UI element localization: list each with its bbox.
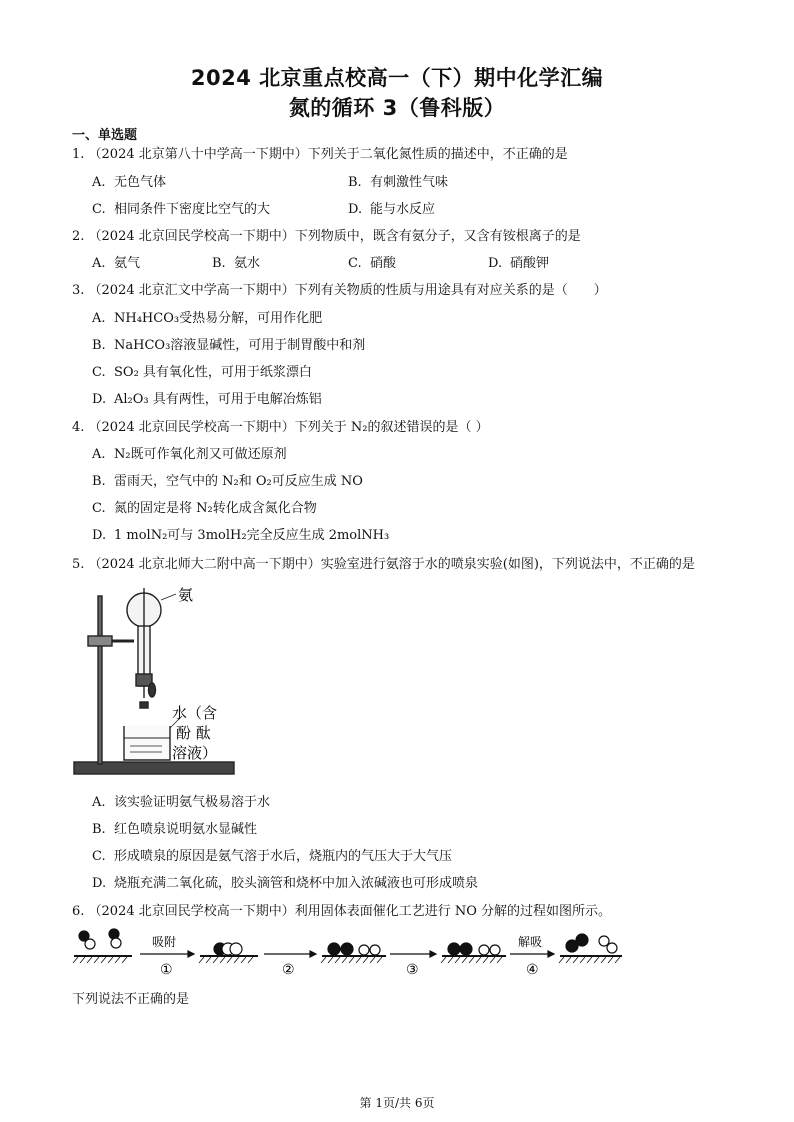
label-step-2: ② [282,962,295,978]
surface-4 [441,956,506,963]
question-5-option-c: C. 形成喷泉的原因是氨气溶于水后，烧瓶内的气压大于大气压 [92,849,453,864]
label-desorb: 解吸 [518,935,543,949]
document-title-line1: 2024 北京重点校高一（下）期中化学汇编 [190,66,604,90]
surface-5 [559,956,622,963]
section-heading: 一、单选题 [72,128,138,143]
surface-3 [321,956,386,963]
page-footer: 第 1页/共 6页 [359,1096,435,1110]
figure-label-water-2: 酚 酞 [176,724,211,742]
question-1-option-d: D. 能与水反应 [348,202,436,217]
question-4-option-b: B. 雷雨天，空气中的 N₂和 O₂可反应生成 NO [92,474,363,489]
label-step-3: ③ [406,962,419,978]
question-3-option-a: A. NH₄HCO₃受热易分解，可用作化肥 [92,311,323,326]
question-3-option-c: C. SO₂ 具有氧化性，可用于纸浆漂白 [92,365,312,380]
label-step-4: ④ [526,962,539,978]
arrow-step-4 [510,951,554,957]
arrow-step-1 [140,951,194,957]
question-4-stem: 4. （2024 北京回民学校高一下期中）下列关于 N₂的叙述错误的是（ ） [72,420,489,435]
question-5-stem: 5. （2024 北京北师大二附中高一下期中）实验室进行氨溶于水的喷泉实验(如图)，下列说法中，不正确的是 [72,557,695,572]
question-1-option-a: A. 无色气体 [92,175,167,190]
question-2-option-a: A. 氨气 [92,256,141,271]
question-1-option-c: C. 相同条件下密度比空气的大 [92,202,271,217]
no-decomposition-figure [70,924,650,982]
question-2-stem: 2. （2024 北京回民学校高一下期中）下列物质中，既含有氨分子，又含有铵根离子的是 [72,229,581,244]
question-4-option-d: D. 1 molN₂可与 3molH₂完全反应生成 2molNH₃ [92,528,390,543]
surface-1 [73,956,132,963]
question-2-option-b: B. 氨水 [212,256,261,271]
question-2-option-d: D. 硝酸钾 [488,256,550,271]
document-title-line2: 氮的循环 3（鲁科版） [288,96,506,120]
surface-2 [199,956,258,963]
question-3-option-b: B. NaHCO₃溶液显碱性，可用于制胃酸中和剂 [92,338,366,353]
arrow-step-2 [264,951,316,957]
figure-label-water-1: 水（含 [172,704,218,722]
question-4-option-c: C. 氮的固定是将 N₂转化成含氮化合物 [92,501,317,516]
question-5-option-a: A. 该实验证明氨气极易溶于水 [92,795,271,810]
fountain-experiment-figure [72,578,262,778]
figure-label-ammonia: 氨 [178,586,194,604]
question-3-option-d: D. Al₂O₃ 具有两性，可用于电解冶炼铝 [92,392,322,407]
figure-label-water-3: 溶液） [172,744,218,762]
question-6-stem: 6. （2024 北京回民学校高一下期中）利用固体表面催化工艺进行 NO 分解的过程如图所示。 [72,904,612,919]
label-step-1: ① [160,962,173,978]
question-1-option-b: B. 有刺激性气味 [348,175,449,190]
question-3-stem: 3. （2024 北京汇文中学高一下期中）下列有关物质的性质与用途具有对应关系的是（ ） [72,283,607,298]
question-2-option-c: C. 硝酸 [348,256,397,271]
arrow-step-3 [390,951,436,957]
question-4-option-a: A. N₂既可作氧化剂又可做还原剂 [92,447,287,462]
question-1-stem: 1. （2024 北京第八十中学高一下期中）下列关于二氧化氮性质的描述中，不正确的是 [72,147,568,162]
question-5-option-b: B. 红色喷泉说明氨水显碱性 [92,822,258,837]
label-adsorb: 吸附 [152,935,177,949]
question-6-followup: 下列说法不正确的是 [72,992,190,1007]
question-5-option-d: D. 烧瓶充满二氧化硫，胶头滴管和烧杯中加入浓碱液也可形成喷泉 [92,876,479,891]
